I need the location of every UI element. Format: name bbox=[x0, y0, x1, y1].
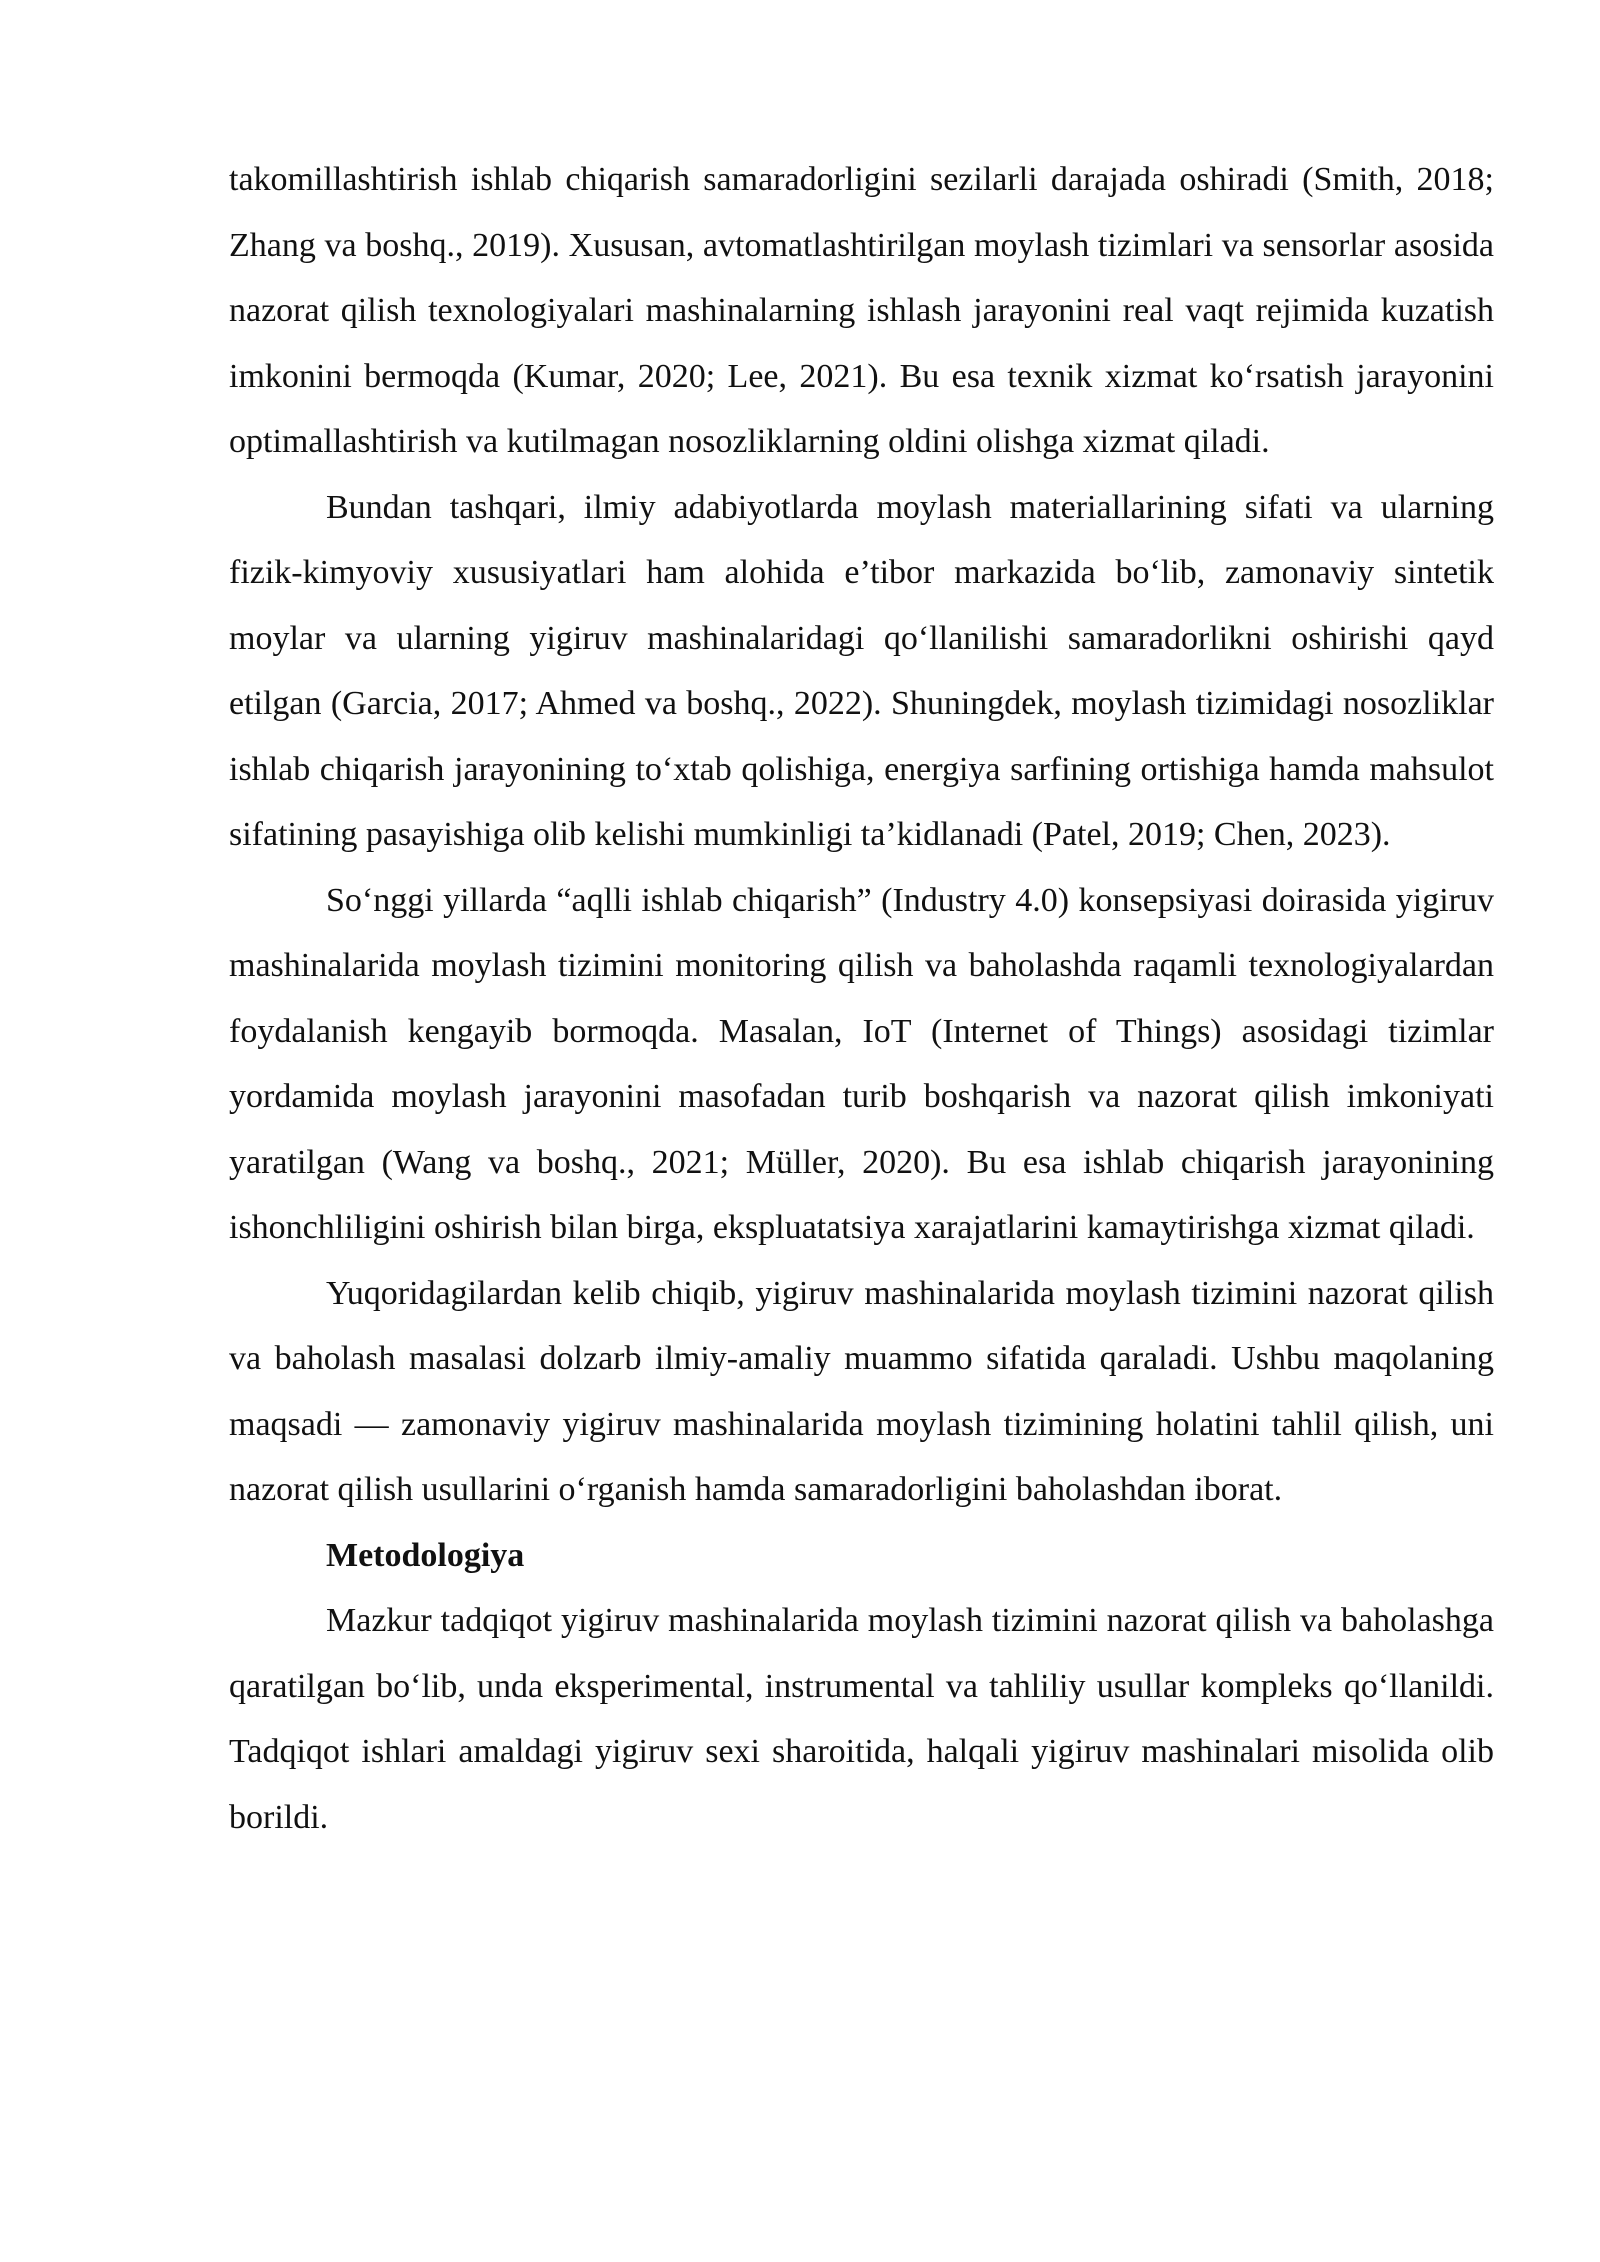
paragraph-aim: Yuqoridagilardan kelib chiqib, yigiruv mashinalarida moylash tizimini nazorat qilish va baholash masalasi dolzarb ilmiy-amaliy muammo sifatida qaraladi. Ushbu maqolaning maqsadi — zamonaviy yigiruv mashinalarida moylash tizimining holatini tahlil qilish, uni nazorat qilish usullarini o‘rganish hamda samaradorligini baholashdan iborat. bbox=[229, 1274, 1494, 1508]
paragraph-continuation: takomillashtirish ishlab chiqarish samaradorligini sezilarli darajada oshiradi (Smith, 2018; Zhang va boshq., 2019). Xususan, avtomatlashtirilgan moylash tizimlari va sensorlar asosida nazorat qilish texnologiyalari mashinalarning ishlash jarayonini real vaqt rejimida kuzatish imkonini bermoqda (Kumar, 2020; Lee, 2021). Bu esa texnik xizmat ko‘rsatish jarayonini optimallashtirish va kutilmagan nosozliklarning oldini olishga xizmat qiladi. bbox=[229, 161, 1494, 460]
paragraph-lubricants: Bundan tashqari, ilmiy adabiyotlarda moylash materiallarining sifati va ularning fizik-kimyoviy xususiyatlari ham alohida e’tibor markazida bo‘lib, zamonaviy sintetik moylar va ularning yigiruv mashinalaridagi qo‘llanilishi samaradorlikni oshirishi qayd etilgan (Garcia, 2017; Ahmed va boshq., 2022). Shuningdek, moylash tizimidagi nosozliklar ishlab chiqarish jarayonining to‘xtab qolishiga, energiya sarfining ortishiga hamda mahsulot sifatining pasayishiga olib kelishi mumkinligi ta’kidlanadi (Patel, 2019; Chen, 2023). bbox=[229, 488, 1494, 853]
paragraph-methodology: Mazkur tadqiqot yigiruv mashinalarida moylash tizimini nazorat qilish va baholashga qaratilgan bo‘lib, unda eksperimental, instrumental va tahliliy usullar kompleks qo‘llanildi. Tadqiqot ishlari amaldagi yigiruv sexi sharoitida, halqali yigiruv mashinalari misolida olib borildi. bbox=[229, 1602, 1494, 1836]
section-heading-methodology: Metodologiya bbox=[326, 1536, 525, 1574]
document-page bbox=[229, 147, 1494, 1850]
paragraph-industry-4: So‘nggi yillarda “aqlli ishlab chiqarish” (Industry 4.0) konsepsiyasi doirasida yigiruv mashinalarida moylash tizimini monitoring qilish va baholashda raqamli texnologiyalardan foydalanish kengayib bormoqda. Masalan, IoT (Internet of Things) asosidagi tizimlar yordamida moylash jarayonini masofadan turib boshqarish va nazorat qilish imkoniyati yaratilgan (Wang va boshq., 2021; Müller, 2020). Bu esa ishlab chiqarish jarayonining ishonchliligini oshirish bilan birga, ekspluatatsiya xarajatlarini kamaytirishga xizmat qiladi. bbox=[229, 881, 1494, 1246]
